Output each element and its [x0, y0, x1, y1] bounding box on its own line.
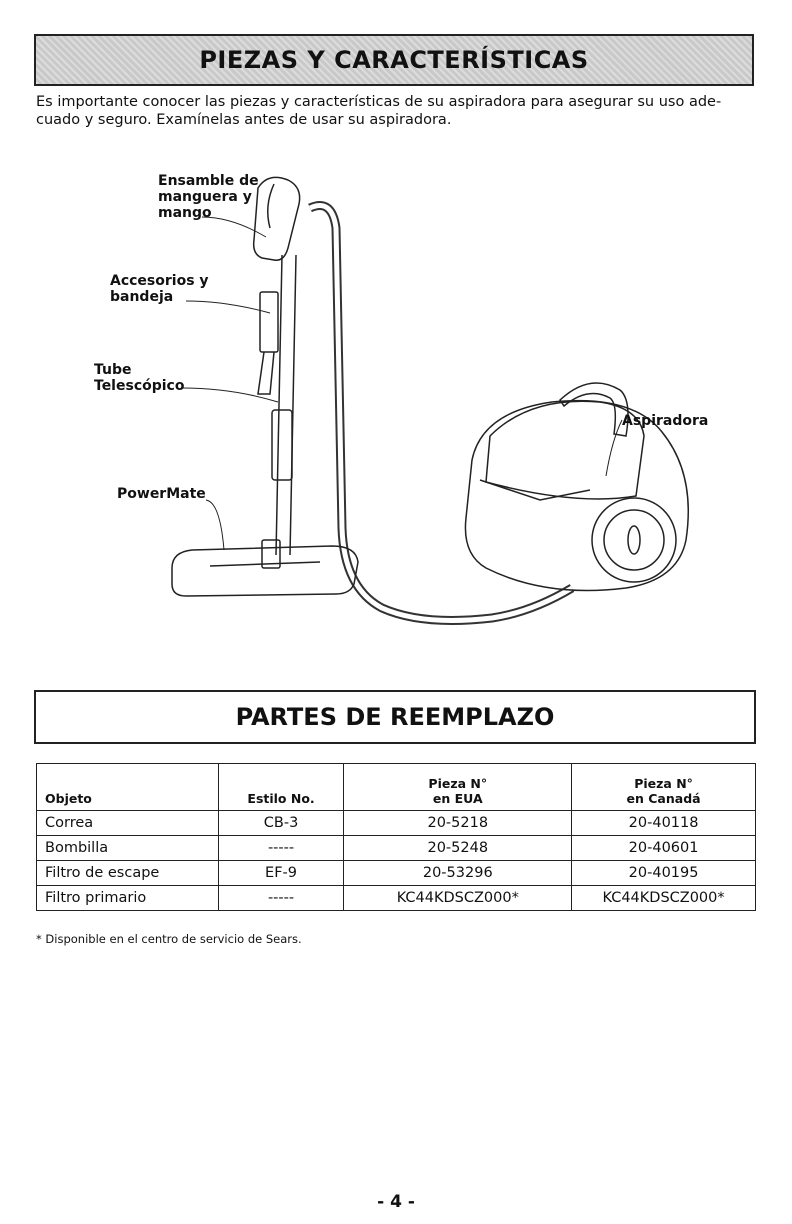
cell-object: Bombilla	[37, 836, 219, 861]
intro-paragraph	[36, 93, 736, 129]
replacement-parts-title: PARTES DE REEMPLAZO	[235, 703, 555, 731]
wand-joint	[272, 410, 292, 480]
column-header-canada	[572, 764, 756, 811]
cell-object: Filtro de escape	[37, 861, 219, 886]
cell-style: -----	[218, 836, 344, 861]
column-header-object: Objeto	[37, 764, 219, 811]
label-telescopic-tube	[94, 362, 184, 394]
vacuum-diagram	[60, 160, 760, 630]
cell-canada: 20-40195	[572, 861, 756, 886]
cell-style: -----	[218, 886, 344, 911]
column-header-usa	[344, 764, 572, 811]
telescopic-tube	[276, 255, 296, 555]
column-header-canada-line-2: en Canadá	[626, 791, 701, 806]
canister-lid	[486, 401, 644, 499]
label-powermate: PowerMate	[117, 486, 206, 502]
cell-canada: KC44KDSCZ000*	[572, 886, 756, 911]
powermate-nozzle	[172, 546, 358, 596]
label-accessories-line-1: Accesorios y	[110, 273, 209, 289]
hose-handle	[254, 177, 300, 260]
label-tube-line-2: Telescópico	[94, 378, 185, 394]
cell-usa: KC44KDSCZ000*	[344, 886, 572, 911]
replacement-parts-header	[34, 690, 756, 744]
cell-object: Filtro primario	[37, 886, 219, 911]
footnote: * Disponible en el centro de servicio de Sears.	[36, 932, 302, 946]
handle-grip	[268, 184, 274, 228]
accessories-tray	[260, 292, 278, 352]
leader-powermate	[206, 500, 224, 550]
label-hose-line-3: mango	[158, 205, 212, 221]
canister-handle	[560, 383, 628, 436]
column-header-canada-line-1: Pieza N°	[634, 776, 693, 791]
column-header-usa-line-2: en EUA	[432, 791, 483, 806]
label-accessories	[110, 273, 209, 305]
column-header-usa-line-1: Pieza N°	[428, 776, 488, 791]
cell-style: CB-3	[218, 811, 344, 836]
table-row	[37, 861, 756, 886]
cell-canada: 20-40601	[572, 836, 756, 861]
label-vacuum: Aspiradora	[622, 413, 709, 429]
cell-usa: 20-5248	[344, 836, 572, 861]
vacuum-illustration	[60, 160, 760, 630]
intro-line-1: Es importante conocer las piezas y características de su aspiradora para asegurar su uso ade-	[36, 94, 722, 110]
replacement-parts-table	[36, 763, 756, 911]
page-title: PIEZAS Y CARACTERÍSTICAS	[199, 46, 589, 74]
hose	[310, 206, 572, 621]
cell-usa: 20-53296	[344, 861, 572, 886]
table-header-row	[37, 764, 756, 811]
section-banner	[34, 34, 754, 86]
intro-line-2: cuado y seguro. Examínelas antes de usar su aspiradora.	[36, 112, 452, 128]
label-hose-line-1: Ensamble de	[158, 173, 259, 189]
cell-usa: 20-5218	[344, 811, 572, 836]
table-row	[37, 886, 756, 911]
table-row	[37, 836, 756, 861]
label-hose-assembly	[158, 173, 259, 221]
column-header-style: Estilo No.	[218, 764, 344, 811]
cell-style: EF-9	[218, 861, 344, 886]
label-tube-line-1: Tube	[94, 362, 132, 378]
cell-object: Correa	[37, 811, 219, 836]
table-row	[37, 811, 756, 836]
accessory-tool	[258, 352, 274, 394]
leader-tube	[182, 388, 278, 402]
label-accessories-line-2: bandeja	[110, 289, 174, 305]
label-hose-line-2: manguera y	[158, 189, 252, 205]
cell-canada: 20-40118	[572, 811, 756, 836]
page-number: - 4 -	[377, 1192, 415, 1212]
